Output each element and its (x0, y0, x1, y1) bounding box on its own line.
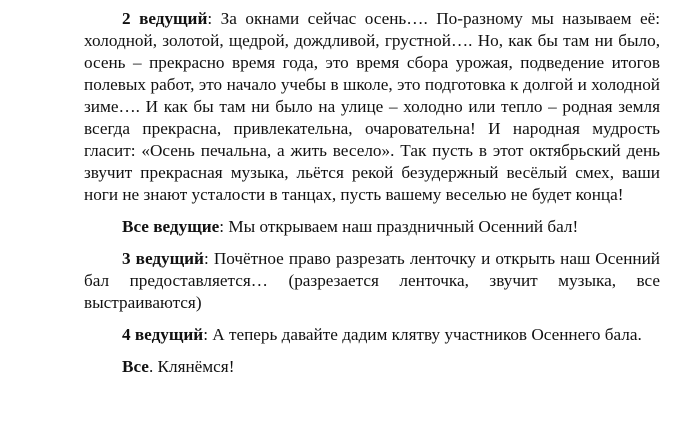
speaker-line: : Почётное право разрезать ленточку и открыть наш Осенний бал предоставляется… (разрезается ленточка, звучит музыка, все выстраиваются) (84, 249, 660, 312)
speaker-name: 2 ведущий (122, 9, 208, 28)
speaker-line: : А теперь давайте дадим клятву участников Осеннего бала. (203, 325, 642, 344)
script-paragraph-2 (84, 216, 660, 238)
speaker-line: : Мы открываем наш праздничный Осенний бал! (219, 217, 579, 236)
script-paragraph-5 (84, 356, 660, 378)
speaker-line: : За окнами сейчас осень…. По-разному мы называем её: холодной, золотой, щедрой, дождливой, грустной…. Но, как бы там ни было, осень – прекрасно время года, это время сбора урожая, подведение итогов полевых работ, это начало учебы в школе, это подготовка к долгой и холодной зиме…. И как бы там ни было на улице – холодно или тепло – родная земля всегда прекрасна, привлекательна, очаровательна! И народная мудрость гласит: «Осень печальна, а жить весело». Так пусть в этот октябрьский день звучит прекрасная музыка, льётся рекой безудержный весёлый смех, ваши ноги не знают усталости в танцах, пусть вашему веселью не будет конца! (84, 9, 660, 204)
speaker-name: Все (122, 357, 149, 376)
speaker-name: 3 ведущий (122, 249, 204, 268)
script-paragraph-3 (84, 248, 660, 314)
script-paragraph-4 (84, 324, 660, 346)
speaker-name: 4 ведущий (122, 325, 204, 344)
script-paragraph-1 (84, 8, 660, 206)
speaker-line: . Клянёмся! (148, 357, 235, 376)
speaker-name: Все ведущие (122, 217, 220, 236)
